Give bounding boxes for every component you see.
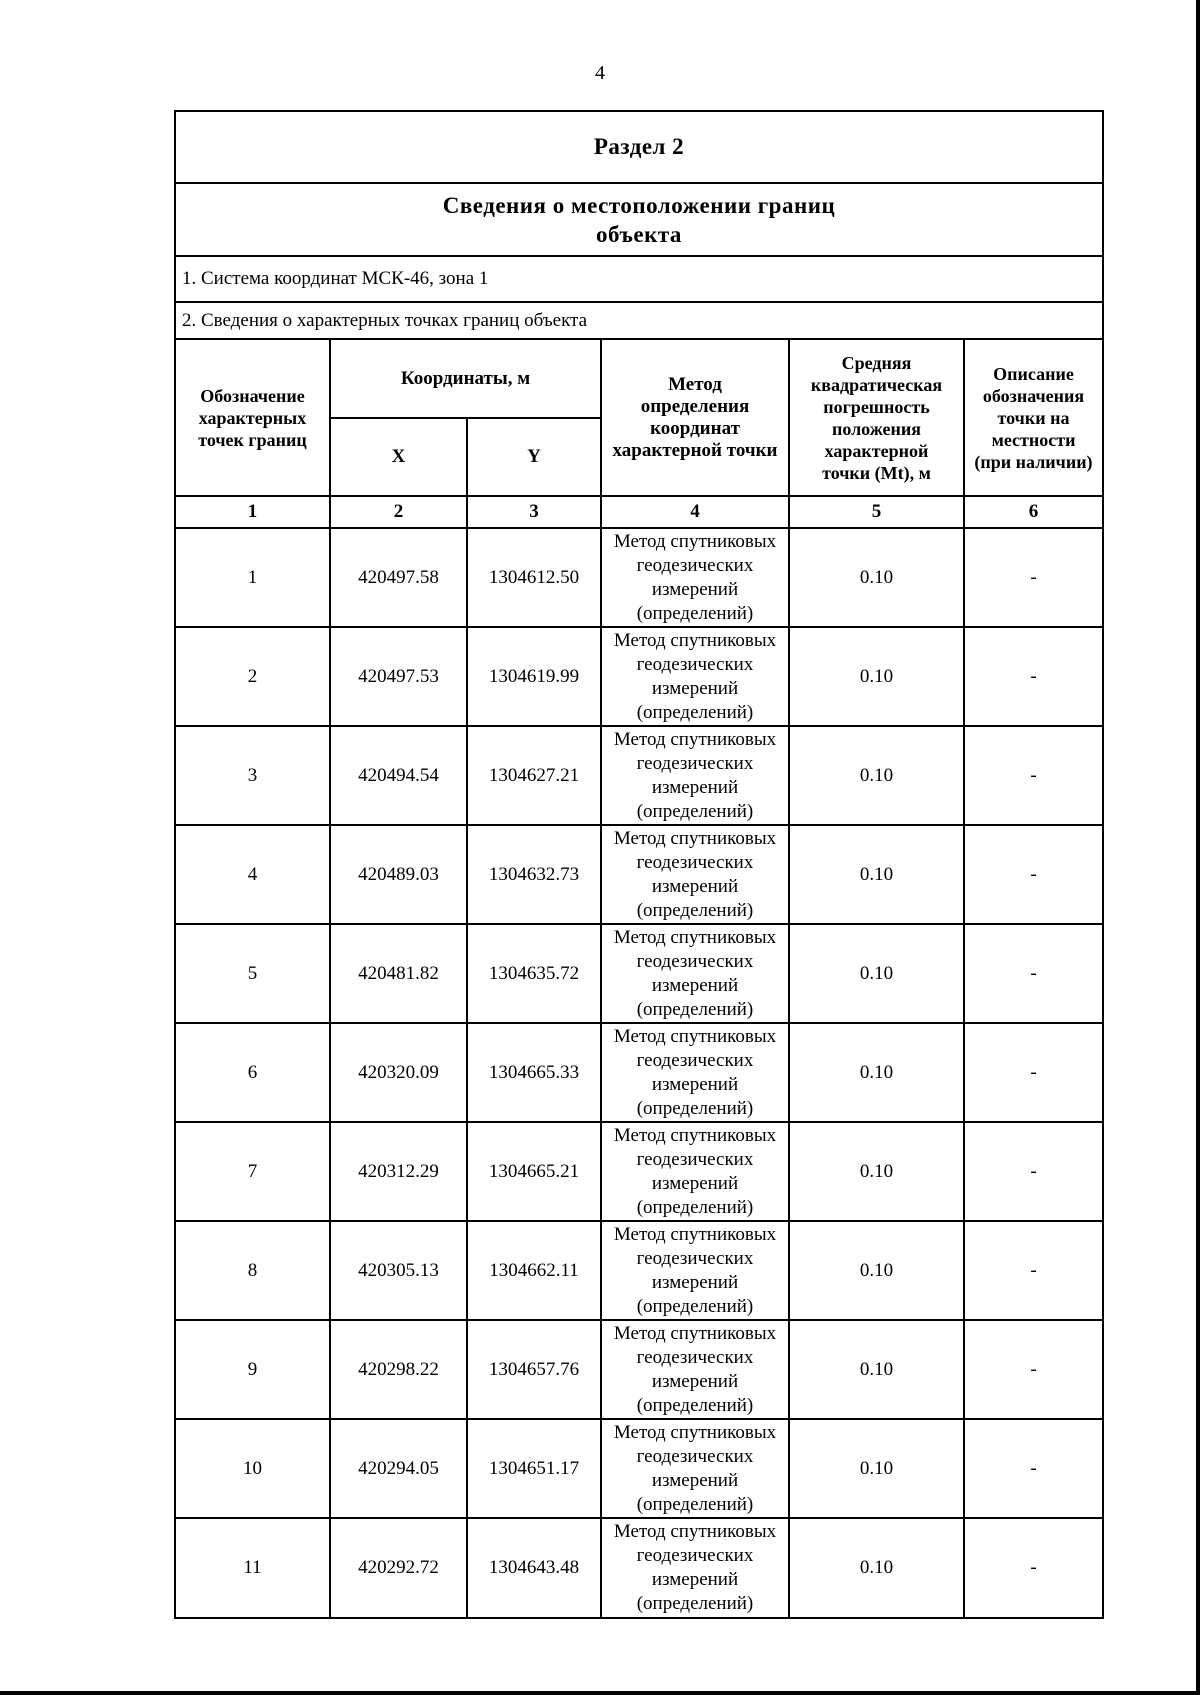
- scan-edge-bottom: [0, 1691, 1200, 1695]
- method-text-line: Метод спутниковых: [613, 1025, 777, 1047]
- point-id-cell: 11: [176, 1518, 330, 1617]
- scan-edge-right: [1196, 0, 1200, 1695]
- method-text-line: геодезических: [636, 1346, 754, 1368]
- method-text-line: (определений): [636, 998, 754, 1020]
- method-text-line: Метод спутниковых: [613, 1322, 777, 1344]
- x-coordinate-cell: 420497.53: [330, 627, 467, 726]
- method-text-line: Метод спутниковых: [613, 926, 777, 948]
- table-row: [176, 1419, 1102, 1518]
- method-text-line: Метод спутниковых: [613, 1223, 777, 1245]
- method-cell: [601, 528, 789, 627]
- error-cell: 0.10: [789, 726, 964, 825]
- header-text: положения: [831, 418, 922, 439]
- y-coordinate-cell: 1304619.99: [467, 627, 601, 726]
- method-text-line: измерений: [651, 1370, 739, 1392]
- error-cell: 0.10: [789, 1518, 964, 1617]
- description-cell: -: [964, 1320, 1102, 1419]
- header-text: точек границ: [198, 429, 307, 450]
- method-text-line: Метод спутниковых: [613, 1521, 777, 1542]
- method-text-line: геодезических: [636, 752, 754, 774]
- header-y: Y: [467, 418, 601, 496]
- header-text: определения: [640, 395, 750, 417]
- header-text: точки на: [997, 407, 1070, 428]
- method-text-line: (определений): [636, 800, 754, 822]
- method-cell: [601, 726, 789, 825]
- description-cell: -: [964, 528, 1102, 627]
- method-cell: [601, 1419, 789, 1518]
- header-text: (при наличии): [974, 451, 1093, 472]
- method-text-line: измерений: [651, 1172, 739, 1194]
- x-coordinate-cell: 420292.72: [330, 1518, 467, 1617]
- method-cell: [601, 1122, 789, 1221]
- header-text: Средняя: [841, 352, 912, 373]
- header-text: квадратическая: [810, 374, 943, 395]
- error-cell: 0.10: [789, 1122, 964, 1221]
- header-text: Обозначение: [200, 385, 305, 406]
- error-cell: 0.10: [789, 627, 964, 726]
- point-id-cell: 4: [176, 825, 330, 924]
- method-text-line: (определений): [636, 602, 754, 624]
- error-cell: 0.10: [789, 1419, 964, 1518]
- point-id-cell: 10: [176, 1419, 330, 1518]
- method-text-line: (определений): [636, 1493, 754, 1515]
- header-x: X: [330, 418, 467, 496]
- point-id-cell: 5: [176, 924, 330, 1023]
- header-method: [601, 340, 789, 496]
- description-cell: -: [964, 924, 1102, 1023]
- table-row: [176, 1122, 1102, 1221]
- method-text-line: измерений: [651, 974, 739, 996]
- method-cell: [601, 1320, 789, 1419]
- coordinate-system-line: 1. Система координат МСК-46, зона 1: [176, 257, 1102, 303]
- description-cell: -: [964, 1221, 1102, 1320]
- error-cell: 0.10: [789, 825, 964, 924]
- header-mean-square-error: [789, 340, 964, 496]
- x-coordinate-cell: 420298.22: [330, 1320, 467, 1419]
- column-number: 3: [467, 496, 601, 528]
- description-cell: -: [964, 1122, 1102, 1221]
- y-coordinate-cell: 1304657.76: [467, 1320, 601, 1419]
- section-subtitle-line1: Сведения о местоположении границ: [442, 192, 836, 218]
- method-text-line: измерений: [651, 1569, 739, 1590]
- method-text-line: (определений): [636, 1394, 754, 1416]
- method-text-line: геодезических: [636, 950, 754, 972]
- x-coordinate-cell: 420312.29: [330, 1122, 467, 1221]
- header-text: Описание: [993, 363, 1074, 384]
- y-coordinate-cell: 1304643.48: [467, 1518, 601, 1617]
- method-text-line: Метод спутниковых: [613, 629, 777, 651]
- description-cell: -: [964, 1023, 1102, 1122]
- y-coordinate-cell: 1304627.21: [467, 726, 601, 825]
- column-number: 2: [330, 496, 467, 528]
- method-text-line: измерений: [651, 1469, 739, 1491]
- point-id-cell: 8: [176, 1221, 330, 1320]
- method-text-line: измерений: [651, 1073, 739, 1095]
- y-coordinate-cell: 1304651.17: [467, 1419, 601, 1518]
- method-text-line: Метод спутниковых: [613, 530, 777, 552]
- y-coordinate-cell: 1304665.21: [467, 1122, 601, 1221]
- point-id-cell: 3: [176, 726, 330, 825]
- header-text: Метод: [668, 373, 722, 395]
- table-row: [176, 1518, 1102, 1617]
- header-text: обозначения: [982, 385, 1085, 406]
- method-cell: [601, 924, 789, 1023]
- x-coordinate-cell: 420494.54: [330, 726, 467, 825]
- y-coordinate-cell: 1304632.73: [467, 825, 601, 924]
- point-id-cell: 9: [176, 1320, 330, 1419]
- header-text: характерных: [198, 407, 307, 428]
- boundary-points-table: [176, 340, 1102, 1617]
- method-text-line: геодезических: [636, 1049, 754, 1071]
- method-text-line: (определений): [636, 899, 754, 921]
- table-row: [176, 726, 1102, 825]
- point-id-cell: 1: [176, 528, 330, 627]
- page-number: 4: [595, 62, 605, 84]
- table-row: [176, 528, 1102, 627]
- y-coordinate-cell: 1304635.72: [467, 924, 601, 1023]
- error-cell: 0.10: [789, 1221, 964, 1320]
- method-text-line: геодезических: [636, 554, 754, 576]
- column-number: 6: [964, 496, 1102, 528]
- table-row: [176, 825, 1102, 924]
- y-coordinate-cell: 1304612.50: [467, 528, 601, 627]
- method-text-line: измерений: [651, 776, 739, 798]
- method-text-line: измерений: [651, 1271, 739, 1293]
- method-text-line: (определений): [636, 1593, 754, 1614]
- method-cell: [601, 627, 789, 726]
- table-row: [176, 1320, 1102, 1419]
- method-text-line: Метод спутниковых: [613, 1124, 777, 1146]
- method-text-line: Метод спутниковых: [613, 827, 777, 849]
- y-coordinate-cell: 1304665.33: [467, 1023, 601, 1122]
- method-cell: [601, 1221, 789, 1320]
- method-text-line: измерений: [651, 677, 739, 699]
- error-cell: 0.10: [789, 528, 964, 627]
- header-description: [964, 340, 1102, 496]
- method-text-line: измерений: [651, 875, 739, 897]
- section-subtitle: [176, 184, 1102, 257]
- error-cell: 0.10: [789, 1320, 964, 1419]
- header-text: характерной: [824, 440, 929, 461]
- method-cell: [601, 1518, 789, 1617]
- table-row: [176, 627, 1102, 726]
- table-row: [176, 1023, 1102, 1122]
- header-text: местности: [991, 429, 1076, 450]
- error-cell: 0.10: [789, 1023, 964, 1122]
- header-text: погрешность: [823, 396, 930, 417]
- method-text-line: (определений): [636, 1295, 754, 1317]
- method-text-line: геодезических: [636, 1148, 754, 1170]
- description-cell: -: [964, 1419, 1102, 1518]
- method-text-line: геодезических: [636, 1247, 754, 1269]
- point-id-cell: 2: [176, 627, 330, 726]
- x-coordinate-cell: 420497.58: [330, 528, 467, 627]
- table-row: [176, 1221, 1102, 1320]
- table-row: [176, 924, 1102, 1023]
- method-text-line: измерений: [651, 578, 739, 600]
- method-text-line: геодезических: [636, 1445, 754, 1467]
- method-text-line: (определений): [636, 701, 754, 723]
- section-title: Раздел 2: [176, 112, 1102, 184]
- section-frame: [174, 110, 1104, 1619]
- method-text-line: Метод спутниковых: [613, 728, 777, 750]
- x-coordinate-cell: 420294.05: [330, 1419, 467, 1518]
- header-coordinates: Координаты, м: [330, 340, 601, 418]
- header-point-designation: [176, 340, 330, 496]
- header-text: характерной точки: [612, 439, 778, 461]
- header-text: точки (Mt), м: [822, 462, 931, 483]
- description-cell: -: [964, 825, 1102, 924]
- section-subtitle-line2: объекта: [596, 221, 682, 247]
- description-cell: -: [964, 627, 1102, 726]
- method-text-line: геодезических: [636, 653, 754, 675]
- column-number: 5: [789, 496, 964, 528]
- column-number: 1: [176, 496, 330, 528]
- points-heading-line: 2. Сведения о характерных точках границ объекта: [176, 303, 1102, 340]
- point-id-cell: 7: [176, 1122, 330, 1221]
- method-text-line: (определений): [636, 1196, 754, 1218]
- description-cell: -: [964, 726, 1102, 825]
- method-cell: [601, 825, 789, 924]
- y-coordinate-cell: 1304662.11: [467, 1221, 601, 1320]
- method-text-line: (определений): [636, 1097, 754, 1119]
- method-text-line: геодезических: [636, 1545, 754, 1566]
- description-cell: -: [964, 1518, 1102, 1617]
- point-id-cell: 6: [176, 1023, 330, 1122]
- x-coordinate-cell: 420305.13: [330, 1221, 467, 1320]
- method-cell: [601, 1023, 789, 1122]
- error-cell: 0.10: [789, 924, 964, 1023]
- column-number: 4: [601, 496, 789, 528]
- header-text: координат: [650, 417, 740, 439]
- method-text-line: Метод спутниковых: [613, 1421, 777, 1443]
- x-coordinate-cell: 420481.82: [330, 924, 467, 1023]
- column-number-row: [176, 496, 1102, 528]
- x-coordinate-cell: 420489.03: [330, 825, 467, 924]
- x-coordinate-cell: 420320.09: [330, 1023, 467, 1122]
- method-text-line: геодезических: [636, 851, 754, 873]
